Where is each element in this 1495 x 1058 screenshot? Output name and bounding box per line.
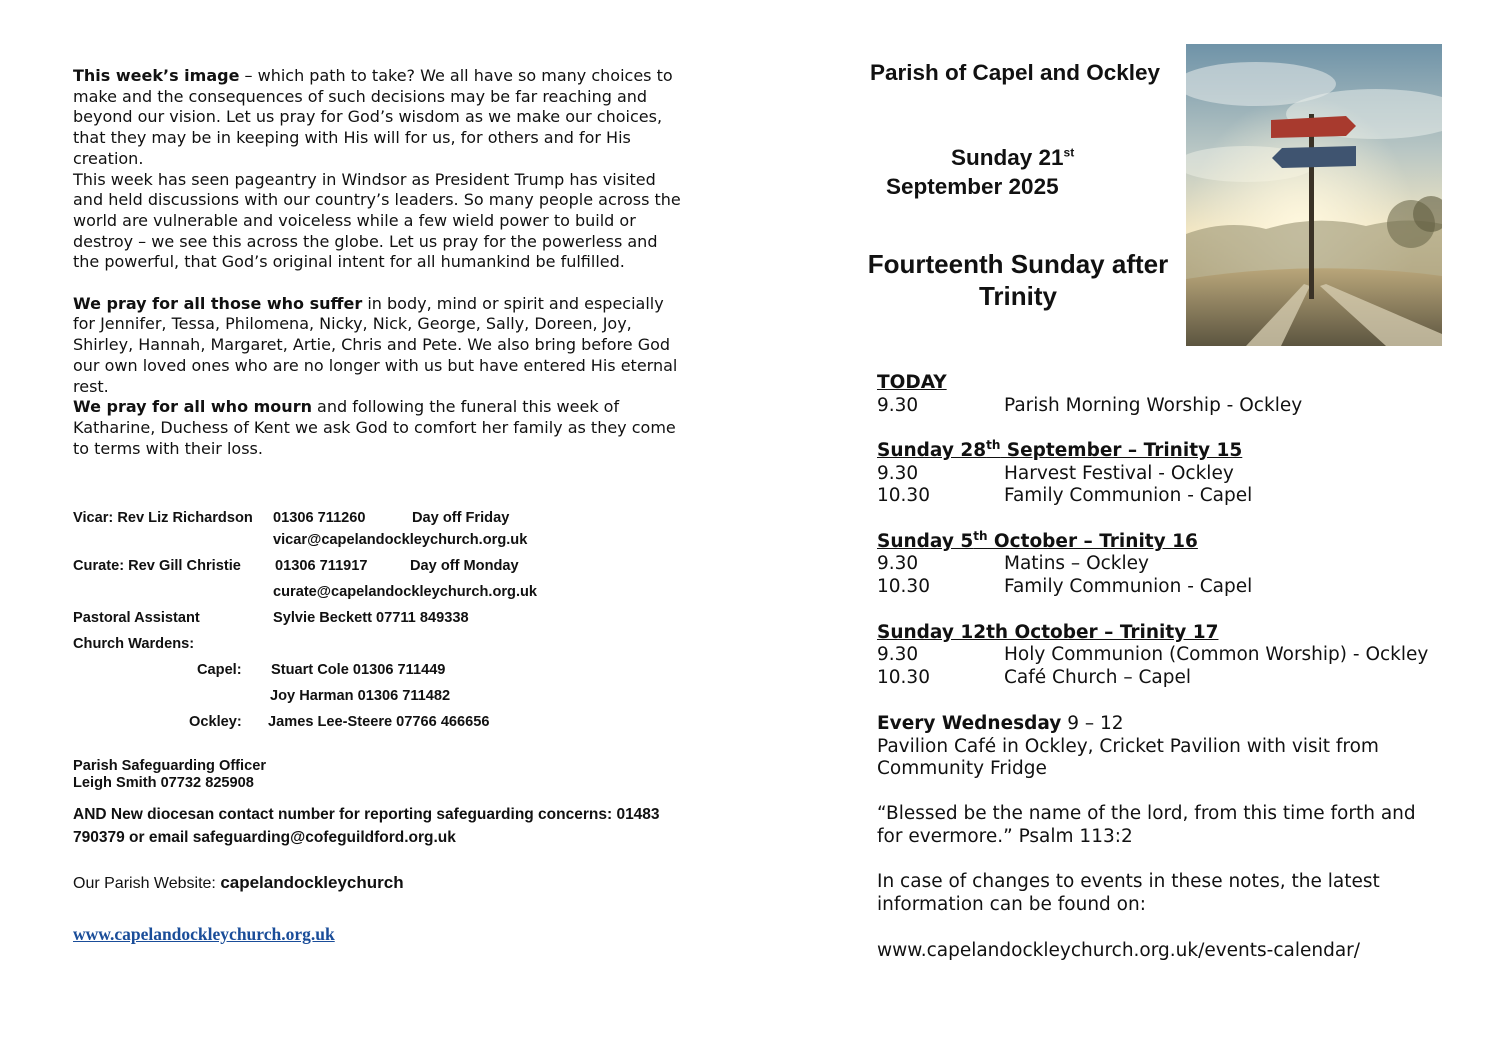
date-day-text: Sunday 21 (951, 145, 1064, 170)
service-time: 10.30 (877, 667, 930, 688)
curate-dayoff: Day off Monday (410, 558, 519, 574)
image-text: – which path to take? We all have so many choices to make and the consequences of such decisions may be far reaching and beyond our vision. Let us pray for God’s wisdom as we make our choices, that they may be in keeping with His will for us, for others and for His creation. (73, 66, 673, 168)
wednesday-line-2: Community Fridge (877, 758, 1047, 779)
sunday-name: Fourteenth Sunday after Trinity (867, 249, 1169, 311)
website-link[interactable]: www.capelandockleychurch.org.uk (73, 924, 335, 944)
suffer-text: in body, mind or spirit and especially for Jennifer, Tessa, Philomena, Nicky, Nick, George, Sally, Doreen, Joy, Shirley, Hannah, Margaret, Artie, Chris and Pete. We also bring before God our own loved ones who are no longer with us but have entered His eternal rest. (73, 293, 678, 396)
service-desc: Family Communion - Capel (1004, 485, 1253, 506)
service-desc: Matins – Ockley (1004, 553, 1149, 574)
date-sup: st (1063, 145, 1075, 160)
service-desc: Family Communion - Capel (1004, 576, 1253, 597)
week2-pre: Sunday 5 (877, 531, 974, 552)
safeguarding-title: Parish Safeguarding Officer (73, 758, 267, 774)
vicar-email: vicar@capelandockleychurch.org.uk (273, 532, 528, 548)
week1-sup: th (986, 437, 1001, 452)
safeguarding-name: Leigh Smith 07732 825908 (73, 775, 254, 791)
curate-email: curate@capelandockleychurch.org.uk (273, 584, 538, 600)
capel-warden-2: Joy Harman 01306 711482 (270, 688, 451, 704)
service-time: 9.30 (877, 644, 919, 665)
week1-post: September – Trinity 15 (1000, 440, 1243, 461)
signpost-photo (1186, 44, 1442, 346)
changes-line-1: In case of changes to events in these notes, the latest (877, 871, 1380, 892)
curate-role: Curate: Rev Gill Christie (73, 558, 241, 574)
service-time: 9.30 (877, 553, 919, 574)
vicar-dayoff: Day off Friday (412, 510, 510, 526)
image-label: This week’s image (73, 66, 240, 85)
pageantry-paragraph: This week has seen pageantry in Windsor as President Trump has visited and held discussions with our country’s leaders. So many people across the world are vulnerable and voiceless while a few wield power to build or destroy – we see this across the globe. Let us pray for the powerless and the powerful, that God’s original intent for all humankind be fulfilled. (73, 169, 681, 272)
today-heading: TODAY (877, 372, 947, 393)
suffer-label: We pray for all those who suffer (73, 293, 363, 313)
suffer-paragraph (73, 294, 683, 398)
vicar-role: Vicar: Rev Liz Richardson (73, 510, 253, 526)
week1-heading (877, 437, 1243, 461)
wednesday-time: 9 – 12 (1061, 713, 1124, 734)
quote-line-1: “Blessed be the name of the lord, from this time forth and (877, 803, 1416, 824)
intro-text (73, 66, 683, 459)
parish-title (850, 58, 1180, 87)
date-month: September 2025 (886, 174, 1059, 199)
wednesday-label: Every Wednesday (877, 713, 1062, 734)
website-label: Our Parish Website: (73, 875, 221, 892)
website-name: capelandockleychurch (220, 873, 404, 892)
service-desc: Harvest Festival - Ockley (1004, 463, 1234, 484)
mourn-label: We pray for all who mourn (73, 397, 312, 417)
curate-phone: 01306 711917 (275, 558, 368, 574)
safeguarding-officer (73, 758, 693, 792)
changes-line-2: information can be found on: (877, 894, 1146, 915)
week2-heading (877, 528, 1198, 552)
mourn-paragraph (73, 397, 683, 459)
ockley-warden: James Lee-Steere 07766 466656 (268, 714, 490, 730)
wardens-label: Church Wardens: (73, 636, 195, 652)
mourn-text: and following the funeral this week of Katharine, Duchess of Kent we ask God to comfort her family as they come to terms with their loss. (73, 397, 676, 458)
service-time: 9.30 (877, 395, 919, 416)
week2-sup: th (973, 528, 988, 543)
week3-heading: Sunday 12th October – Trinity 17 (877, 622, 1219, 643)
ockley-label: Ockley: (189, 714, 242, 730)
parish-name: Parish of Capel and Ockley (869, 60, 1161, 85)
vicar-phone: 01306 711260 (273, 510, 366, 526)
service-time: 10.30 (877, 485, 930, 506)
capel-warden-1: Stuart Cole 01306 711449 (271, 662, 446, 678)
website-line (73, 873, 404, 893)
date-day (951, 145, 1074, 171)
service-desc: Holy Communion (Common Worship) - Ockley (1004, 644, 1429, 665)
events-url[interactable]: www.capelandockleychurch.org.uk/events-calendar/ (877, 940, 1360, 961)
service-desc: Café Church – Capel (1004, 667, 1192, 688)
image-paragraph (73, 66, 683, 170)
service-time: 10.30 (877, 576, 930, 597)
pastoral-name: Sylvie Beckett 07711 849338 (273, 610, 469, 626)
week1-pre: Sunday 28 (877, 440, 987, 461)
service-desc: Parish Morning Worship - Ockley (1004, 395, 1303, 416)
week2-post: October – Trinity 16 (987, 531, 1198, 552)
quote-line-2: for evermore.” Psalm 113:2 (877, 826, 1133, 847)
pastoral-role: Pastoral Assistant (73, 610, 200, 626)
service-time: 9.30 (877, 463, 919, 484)
diocesan-contact: AND New diocesan contact number for reporting safeguarding concerns: 01483 790379 or email safeguarding@cofeguildford.org.uk (73, 806, 660, 846)
wednesday-line (877, 713, 1124, 734)
wednesday-line-1: Pavilion Café in Ockley, Cricket Pavilion with visit from (877, 736, 1379, 757)
capel-label: Capel: (197, 662, 242, 678)
